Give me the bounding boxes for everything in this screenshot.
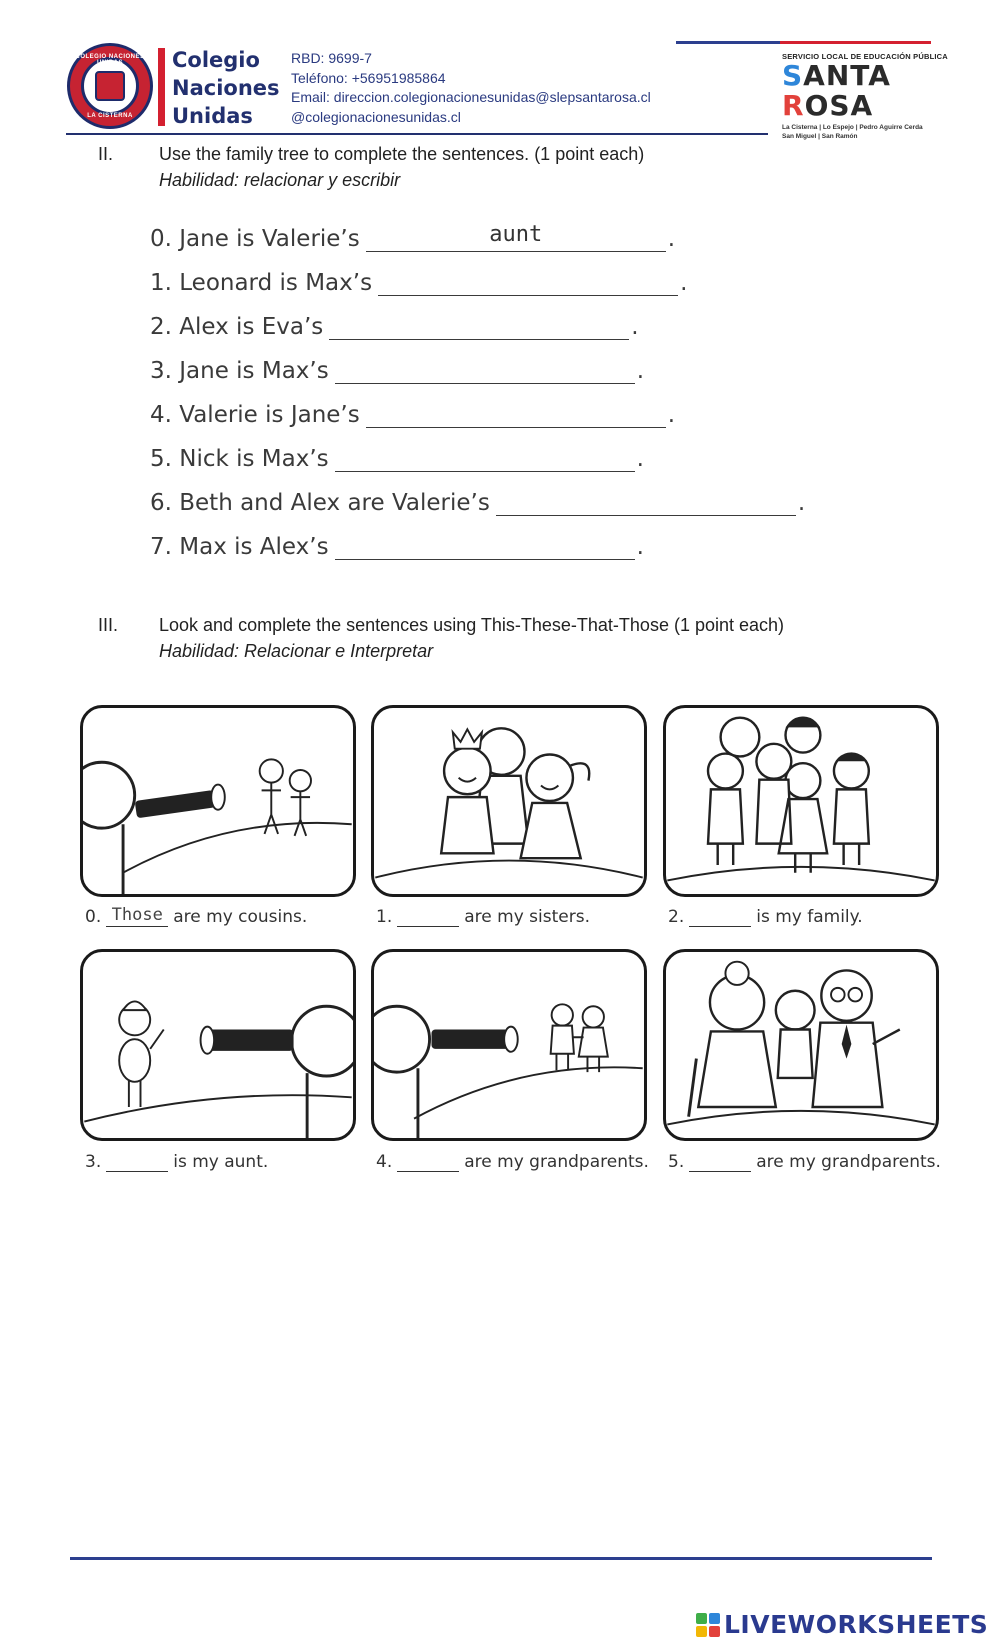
slep-letters: ANTA: [803, 59, 891, 92]
school-name-line: Unidas: [172, 104, 253, 128]
picture-caption-5: [668, 1146, 941, 1172]
header-divider: [66, 133, 768, 135]
caption-number: 4.: [376, 1152, 393, 1172]
caption-number: 0.: [85, 907, 102, 927]
sentence-text: 1. Leonard is Max’s: [150, 270, 373, 296]
social-handle-text: @colegionacionesunidas.cl: [291, 108, 461, 125]
sentence-end: .: [636, 358, 645, 384]
sentence-text: 7. Max is Alex’s: [150, 534, 329, 560]
picture-panel-2: [663, 705, 939, 897]
picture-caption-4: [376, 1146, 649, 1172]
school-name: [172, 46, 292, 130]
caption-text: are my grandparents.: [464, 1152, 649, 1172]
school-seal-logo: [67, 43, 153, 129]
family-sentence: [150, 392, 675, 428]
family-sentence: [150, 348, 644, 384]
picture-caption-0: [85, 901, 307, 927]
sentence-text: 3. Jane is Max’s: [150, 358, 329, 384]
sentence-text: 2. Alex is Eva’s: [150, 314, 324, 340]
slep-letter: S: [782, 59, 804, 92]
sentence-end: .: [636, 534, 644, 560]
picture-panel-4: [371, 949, 647, 1141]
section-skill: Habilidad: relacionar y escribir: [159, 170, 401, 190]
footer-divider: [70, 1557, 932, 1560]
caption-answer-blank[interactable]: [689, 905, 751, 927]
caption-answer-blank[interactable]: [397, 1150, 459, 1172]
liveworksheets-icon: [696, 1613, 720, 1637]
section-instruction: Look and complete the sentences using This-These-That-Those (1 point each): [159, 615, 785, 635]
caption-text: are my sisters.: [464, 907, 590, 927]
grandparents-close-illustration: [666, 952, 936, 1138]
answer-blank[interactable]: [335, 354, 635, 384]
answer-blank[interactable]: [496, 486, 796, 516]
sentence-end: .: [636, 446, 644, 472]
slep-word-rosa: [782, 91, 952, 121]
picture-panel-3: [80, 949, 356, 1141]
caption-text: are my grandparents.: [756, 1152, 941, 1172]
slep-caption: SERVICIO LOCAL DE EDUCACIÓN PÚBLICA: [782, 52, 948, 61]
caption-text: is my family.: [756, 907, 863, 927]
answer-blank[interactable]: [329, 310, 629, 340]
school-name-line: Naciones: [172, 76, 280, 100]
family-sentence: [150, 260, 687, 296]
picture-panel-0: [80, 705, 356, 897]
slep-santa-rosa-logo: [782, 52, 952, 141]
sentence-text: 4. Valerie is Jane’s: [150, 402, 360, 428]
telescope-cousins-illustration: [83, 708, 353, 894]
sentence-end: .: [797, 490, 806, 516]
picture-caption-2: [668, 901, 863, 927]
logo-divider-bar: [158, 48, 165, 126]
family-sentence: [150, 436, 644, 472]
school-name-line: Colegio: [172, 48, 260, 72]
slep-places: [782, 123, 952, 141]
caption-number: 3.: [85, 1152, 102, 1172]
family-sentence: [150, 216, 675, 252]
slep-places-line: San Miguel | San Ramón: [782, 133, 858, 140]
sisters-illustration: [374, 708, 644, 894]
rbd-text: RBD: 9699-7: [291, 50, 372, 66]
family-sentence: [150, 480, 805, 516]
sentence-end: .: [667, 402, 676, 428]
section-number: II.: [98, 144, 114, 164]
liveworksheets-logo[interactable]: [696, 1610, 988, 1639]
caption-number: 5.: [668, 1152, 685, 1172]
caption-text: are my cousins.: [173, 907, 308, 927]
email-text: Email: direccion.colegionacionesunidas@slepsantarosa.cl: [291, 89, 651, 105]
family-illustration: [666, 708, 936, 894]
picture-panel-5: [663, 949, 939, 1141]
sentence-end: .: [680, 270, 688, 296]
book-icon: [95, 71, 125, 101]
answer-blank[interactable]: [378, 266, 678, 296]
sentence-end: .: [667, 226, 676, 252]
answer-blank[interactable]: [335, 442, 635, 472]
caption-answer-blank[interactable]: Those: [106, 905, 168, 927]
caption-answer-blank[interactable]: [397, 905, 459, 927]
contact-info: [291, 49, 691, 127]
section-number: III.: [98, 615, 119, 635]
answer-blank[interactable]: [335, 530, 635, 560]
picture-caption-3: [85, 1146, 268, 1172]
seal-top-text: COLEGIO NACIONES UNIDAS: [75, 54, 145, 66]
slep-top-rule-accent: [780, 41, 931, 44]
sentence-end: .: [631, 314, 639, 340]
slep-places-line: La Cisterna | Lo Espejo | Pedro Aguirre Cerda: [782, 124, 923, 131]
slep-word-santa: [782, 61, 952, 91]
caption-number: 2.: [668, 907, 685, 927]
sentence-text: 5. Nick is Max’s: [150, 446, 329, 472]
answer-blank[interactable]: aunt: [366, 222, 666, 252]
family-sentence: [150, 524, 644, 560]
caption-answer-blank[interactable]: [689, 1150, 751, 1172]
liveworksheets-wordmark: LIVEWORKSHEETS: [724, 1610, 989, 1639]
answer-blank[interactable]: [366, 398, 666, 428]
caption-text: is my aunt.: [173, 1152, 269, 1172]
telescope-aunt-illustration: [83, 952, 353, 1138]
sentence-text: 6. Beth and Alex are Valerie’s: [150, 490, 490, 516]
slep-letters: OSA: [804, 89, 874, 122]
telescope-grandparents-far-illustration: [374, 952, 644, 1138]
section-skill: Habilidad: Relacionar e Interpretar: [159, 641, 434, 661]
seal-bottom-text: LA CISTERNA: [87, 113, 133, 119]
caption-answer-blank[interactable]: [106, 1150, 168, 1172]
sentence-text: 0. Jane is Valerie’s: [150, 226, 360, 252]
picture-caption-1: [376, 901, 590, 927]
family-sentence: [150, 304, 639, 340]
picture-panel-1: [371, 705, 647, 897]
phone-text: Teléfono: +56951985864: [291, 69, 446, 86]
slep-letter: R: [782, 89, 805, 122]
section-instruction: Use the family tree to complete the sentences. (1 point each): [159, 144, 645, 164]
caption-number: 1.: [376, 907, 393, 927]
